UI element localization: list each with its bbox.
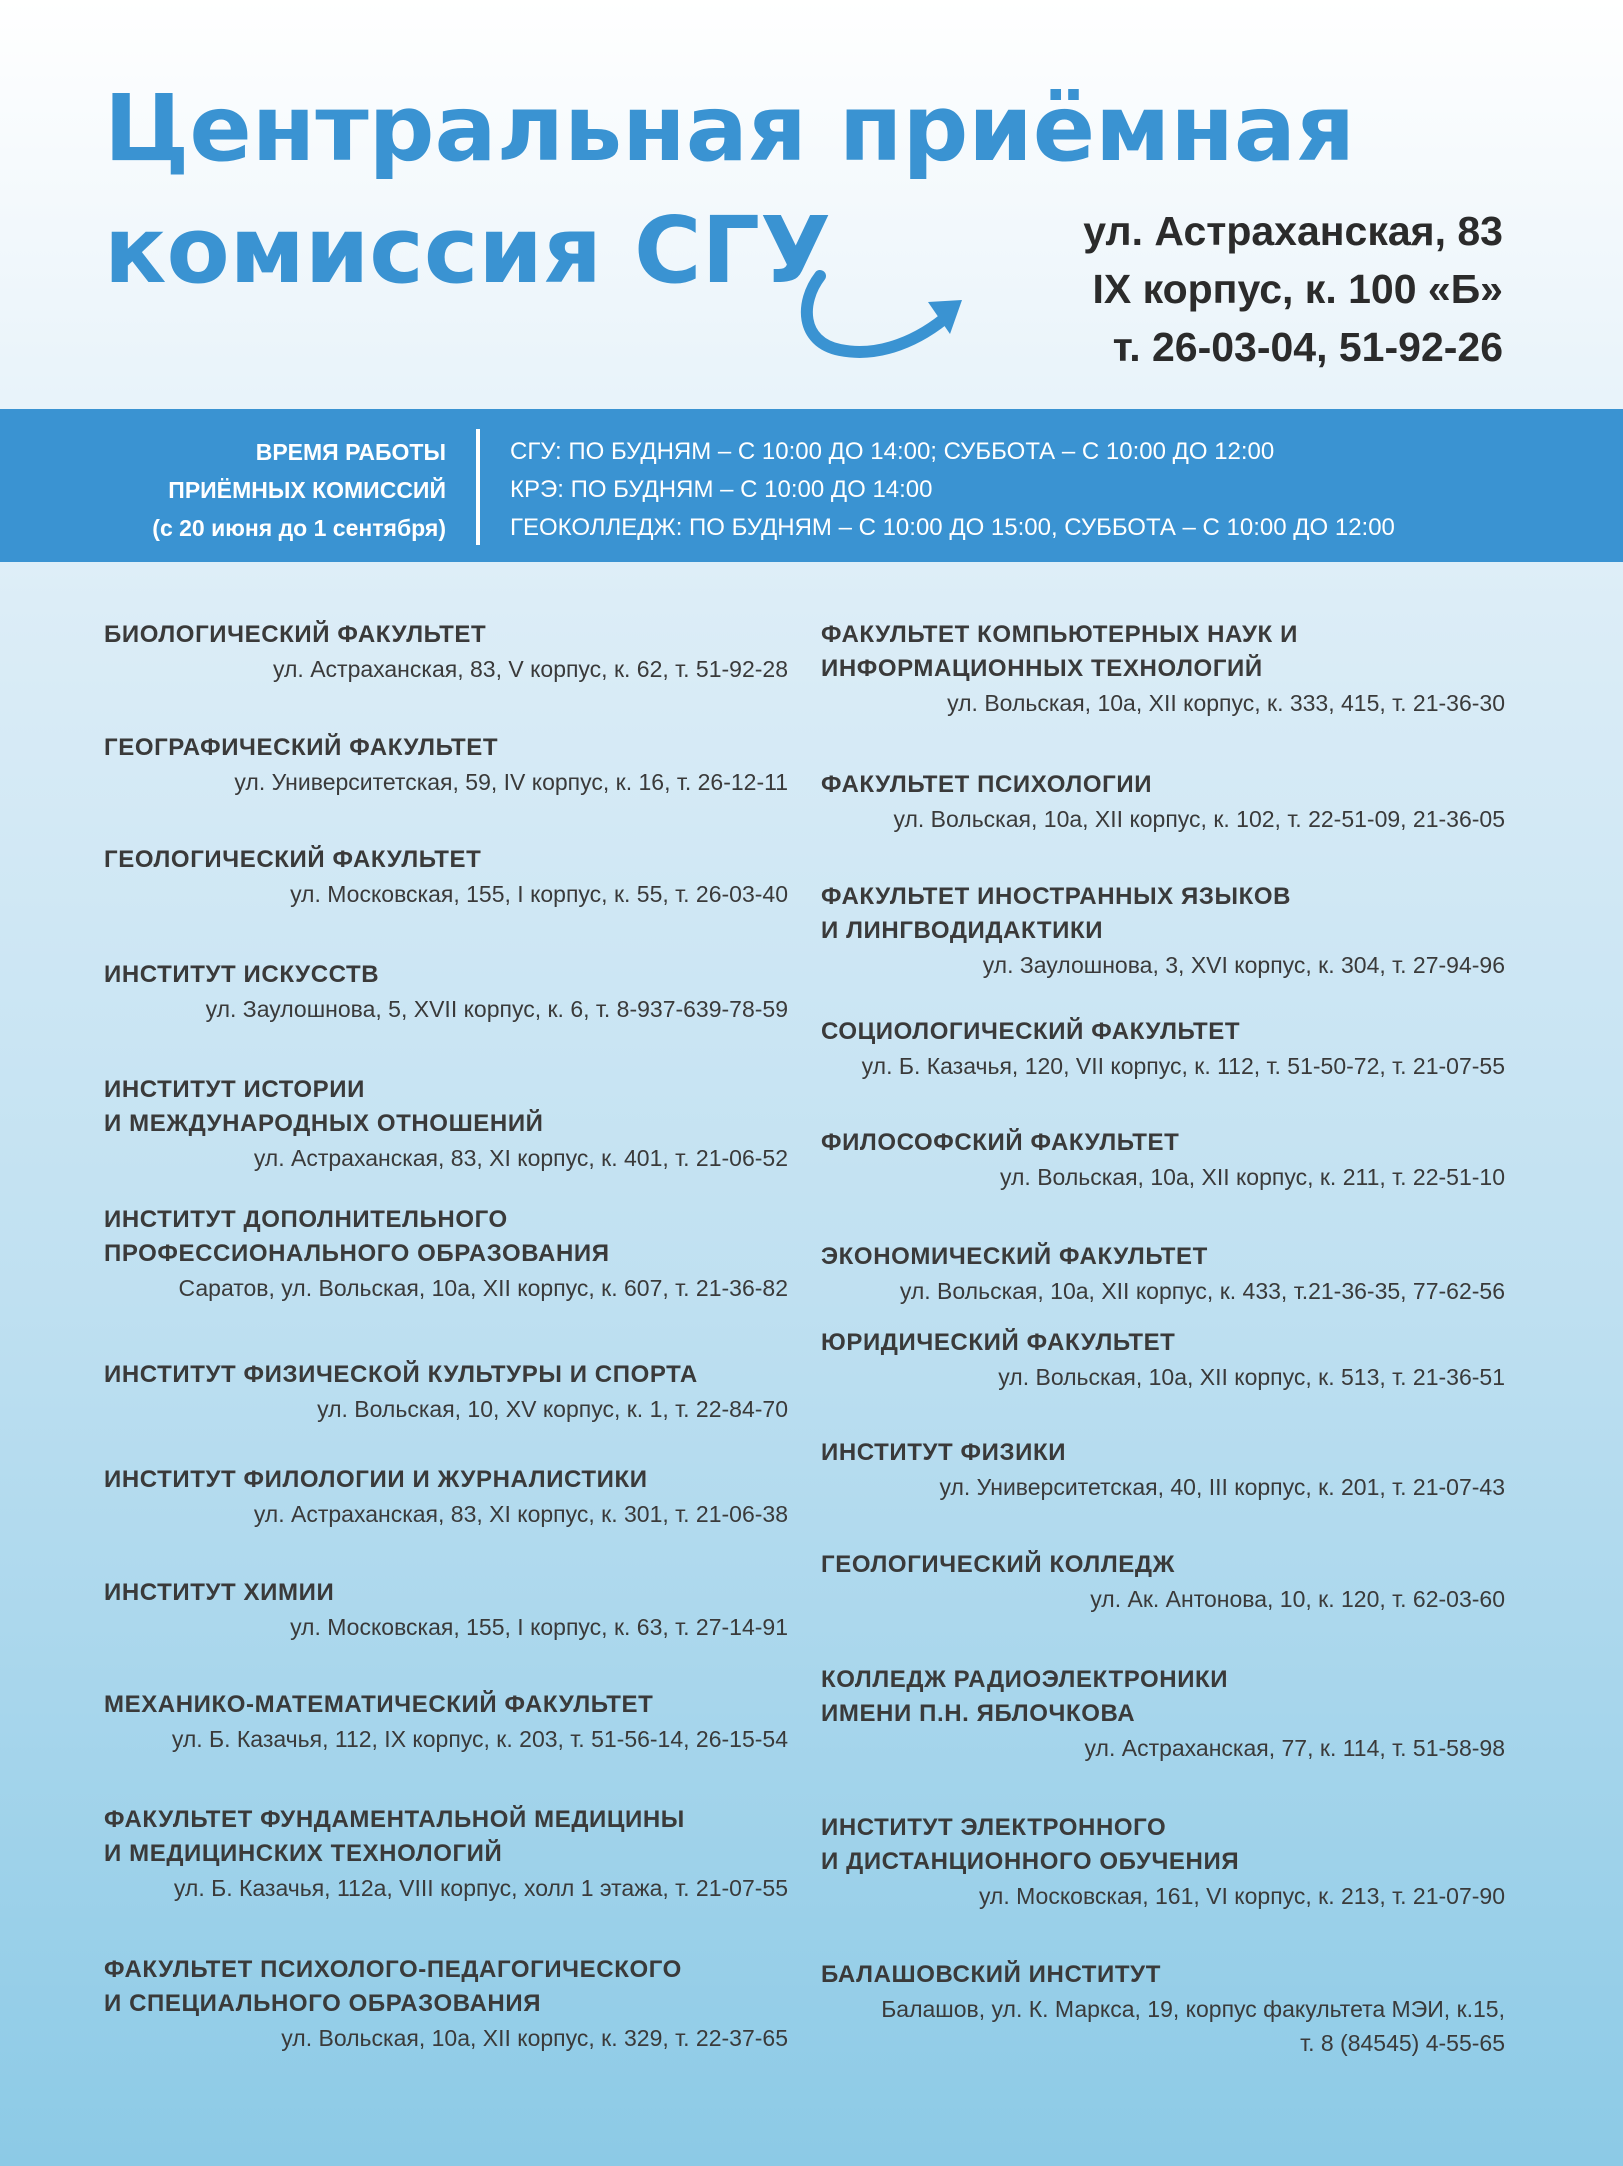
department-address: ул. Б. Казачья, 112а, VIII корпус, холл 1 этажа, т. 21-07-55 [173,1875,788,1901]
department-entry [821,1326,1505,1394]
department-entry [104,1358,788,1426]
department-address: ул. Вольская, 10а, XII корпус, к. 211, т. 22-51-10 [1000,1164,1505,1190]
department-entry [104,958,788,1026]
department-name: И МЕЖДУНАРОДНЫХ ОТНОШЕНИЙ [104,1110,544,1137]
department-name: ГЕОЛОГИЧЕСКИЙ КОЛЛЕДЖ [821,1551,1175,1578]
department-address: ул. Московская, 155, I корпус, к. 55, т. 26-03-40 [290,881,788,907]
department-name: БАЛАШОВСКИЙ ИНСТИТУТ [821,1961,1161,1988]
department-name: ИНСТИТУТ ДОПОЛНИТЕЛЬНОГО [104,1206,508,1233]
hours-label-line-3: (с 20 июня до 1 сентября) [152,515,446,541]
department-entry [821,1436,1505,1504]
department-entry [821,1126,1505,1194]
department-address: ул. Вольская, 10а, XII корпус, к. 102, т. 22-51-09, 21-36-05 [893,806,1505,832]
department-name: ГЕОЛОГИЧЕСКИЙ ФАКУЛЬТЕТ [104,846,482,873]
department-name: ФАКУЛЬТЕТ ПСИХОЛОГИИ [821,771,1153,798]
department-name: ИНСТИТУТ ФИЛОЛОГИИ И ЖУРНАЛИСТИКИ [104,1466,648,1493]
contact-building: IX корпус, к. 100 «Б» [1092,266,1503,312]
department-name: ИНСТИТУТ ФИЗИЧЕСКОЙ КУЛЬТУРЫ И СПОРТА [104,1361,698,1388]
department-address: ул. Московская, 161, VI корпус, к. 213, т. 21-07-90 [978,1883,1505,1909]
title-line-1: Центральная приёмная [104,75,1356,182]
department-address: ул. Вольская, 10а, XII корпус, к. 333, 415, т. 21-36-30 [947,690,1505,716]
department-name: И ЛИНГВОДИДАКТИКИ [821,917,1104,944]
hours-divider [476,429,480,545]
department-entry [821,1548,1505,1616]
department-name: СОЦИОЛОГИЧЕСКИЙ ФАКУЛЬТЕТ [821,1018,1241,1045]
working-hours-schedule [510,433,1395,547]
department-name: ПРОФЕССИОНАЛЬНОГО ОБРАЗОВАНИЯ [104,1240,610,1267]
department-entry [104,1688,788,1756]
department-address: ул. Астраханская, 83, XI корпус, к. 401, т. 21-06-52 [253,1145,788,1171]
central-commission-contact [1083,202,1503,376]
department-name: И СПЕЦИАЛЬНОГО ОБРАЗОВАНИЯ [104,1990,542,2017]
department-address: ул. Астраханская, 77, к. 114, т. 51-58-98 [1084,1735,1505,1761]
department-name: ИНСТИТУТ ЭЛЕКТРОННОГО [821,1814,1167,1841]
department-name: ФАКУЛЬТЕТ ФУНДАМЕНТАЛЬНОЙ МЕДИЦИНЫ [104,1806,685,1833]
department-name: ИНФОРМАЦИОННЫХ ТЕХНОЛОГИЙ [821,655,1263,682]
department-name: И ДИСТАНЦИОННОГО ОБУЧЕНИЯ [821,1848,1240,1875]
department-entry [104,1953,788,2055]
department-entry [821,1240,1505,1308]
department-entry [104,1073,788,1175]
department-entry [821,1663,1505,1765]
department-address: ул. Вольская, 10а, XII корпус, к. 433, т.21-36-35, 77-62-56 [899,1278,1505,1304]
department-address: ул. Ак. Антонова, 10, к. 120, т. 62-03-60 [1090,1586,1505,1612]
department-name: ЭКОНОМИЧЕСКИЙ ФАКУЛЬТЕТ [821,1243,1208,1270]
department-address: ул. Астраханская, 83, V корпус, к. 62, т. 51-92-28 [273,656,788,682]
department-name: ФАКУЛЬТЕТ ПСИХОЛОГО-ПЕДАГОГИЧЕСКОГО [104,1956,682,1983]
department-name: ИНСТИТУТ ИСТОРИИ [104,1076,365,1103]
department-entry [104,1576,788,1644]
department-entry [821,1811,1505,1913]
department-entry [821,1958,1505,2060]
contact-phones: т. 26-03-04, 51-92-26 [1112,324,1503,370]
department-address: Балашов, ул. К. Маркса, 19, корпус факультета МЭИ, к.15, [881,1996,1505,2022]
working-hours-band [0,409,1623,562]
department-name: ИНСТИТУТ ИСКУССТВ [104,961,380,988]
department-entry [104,843,788,911]
department-address: Саратов, ул. Вольская, 10а, XII корпус, к. 607, т. 21-36-82 [178,1275,788,1301]
department-name: БИОЛОГИЧЕСКИЙ ФАКУЛЬТЕТ [104,621,487,648]
hours-geo: ГЕОКОЛЛЕДЖ: ПО БУДНЯМ – С 10:00 ДО 15:00, СУББОТА – С 10:00 ДО 12:00 [510,514,1395,541]
department-entry [821,1015,1505,1083]
department-name: ИНСТИТУТ ФИЗИКИ [821,1439,1067,1466]
department-address: ул. Вольская, 10, XV корпус, к. 1, т. 22-84-70 [317,1396,788,1422]
department-address: ул. Астраханская, 83, XI корпус, к. 301, т. 21-06-38 [253,1501,788,1527]
department-name: ФАКУЛЬТЕТ КОМПЬЮТЕРНЫХ НАУК И [821,621,1298,648]
hours-sgu: СГУ: ПО БУДНЯМ – С 10:00 ДО 14:00; СУББОТА – С 10:00 ДО 12:00 [510,438,1275,465]
department-entry [821,618,1505,720]
department-address: ул. Университетская, 40, III корпус, к. 201, т. 21-07-43 [939,1474,1505,1500]
department-entry [104,1203,788,1305]
hours-kre: КРЭ: ПО БУДНЯМ – С 10:00 ДО 14:00 [510,476,933,503]
department-name: ЮРИДИЧЕСКИЙ ФАКУЛЬТЕТ [821,1329,1176,1356]
department-address: ул. Вольская, 10а, XII корпус, к. 513, т. 21-36-51 [998,1364,1505,1390]
department-address: ул. Московская, 155, I корпус, к. 63, т. 27-14-91 [290,1614,788,1640]
department-entry [104,731,788,799]
department-address: ул. Заулошнова, 3, XVI корпус, к. 304, т. 27-94-96 [982,952,1505,978]
department-name: МЕХАНИКО-МАТЕМАТИЧЕСКИЙ ФАКУЛЬТЕТ [104,1691,654,1718]
department-entry [104,1803,788,1905]
department-name: ФАКУЛЬТЕТ ИНОСТРАННЫХ ЯЗЫКОВ [821,883,1292,910]
department-entry [821,880,1505,982]
department-name: КОЛЛЕДЖ РАДИОЭЛЕКТРОНИКИ [821,1666,1229,1693]
department-address: ул. Университетская, 59, IV корпус, к. 16, т. 26-12-11 [234,769,788,795]
arrow-right-icon [800,262,980,372]
hours-label-line-1: ВРЕМЯ РАБОТЫ [255,439,446,465]
department-name: ИМЕНИ П.Н. ЯБЛОЧКОВА [821,1700,1136,1727]
department-entry [104,618,788,686]
contact-address: ул. Астраханская, 83 [1083,208,1503,254]
title-line-2: комиссия СГУ [104,197,832,304]
department-name: ИНСТИТУТ ХИМИИ [104,1579,335,1606]
working-hours-label [152,433,446,547]
department-name: И МЕДИЦИНСКИХ ТЕХНОЛОГИЙ [104,1840,503,1867]
department-name: ФИЛОСОФСКИЙ ФАКУЛЬТЕТ [821,1129,1180,1156]
department-address: ул. Вольская, 10а, XII корпус, к. 329, т. 22-37-65 [281,2025,788,2051]
department-entry [104,1463,788,1531]
department-entry [821,768,1505,836]
department-address: ул. Заулошнова, 5, XVII корпус, к. 6, т. 8-937-639-78-59 [205,996,788,1022]
department-name: ГЕОГРАФИЧЕСКИЙ ФАКУЛЬТЕТ [104,734,499,761]
hours-label-line-2: ПРИЁМНЫХ КОМИССИЙ [168,477,446,503]
department-address: ул. Б. Казачья, 120, VII корпус, к. 112, т. 51-50-72, т. 21-07-55 [861,1053,1505,1079]
department-address: т. 8 (84545) 4-55-65 [1300,2030,1505,2056]
department-address: ул. Б. Казачья, 112, IX корпус, к. 203, т. 51-56-14, 26-15-54 [171,1726,788,1752]
